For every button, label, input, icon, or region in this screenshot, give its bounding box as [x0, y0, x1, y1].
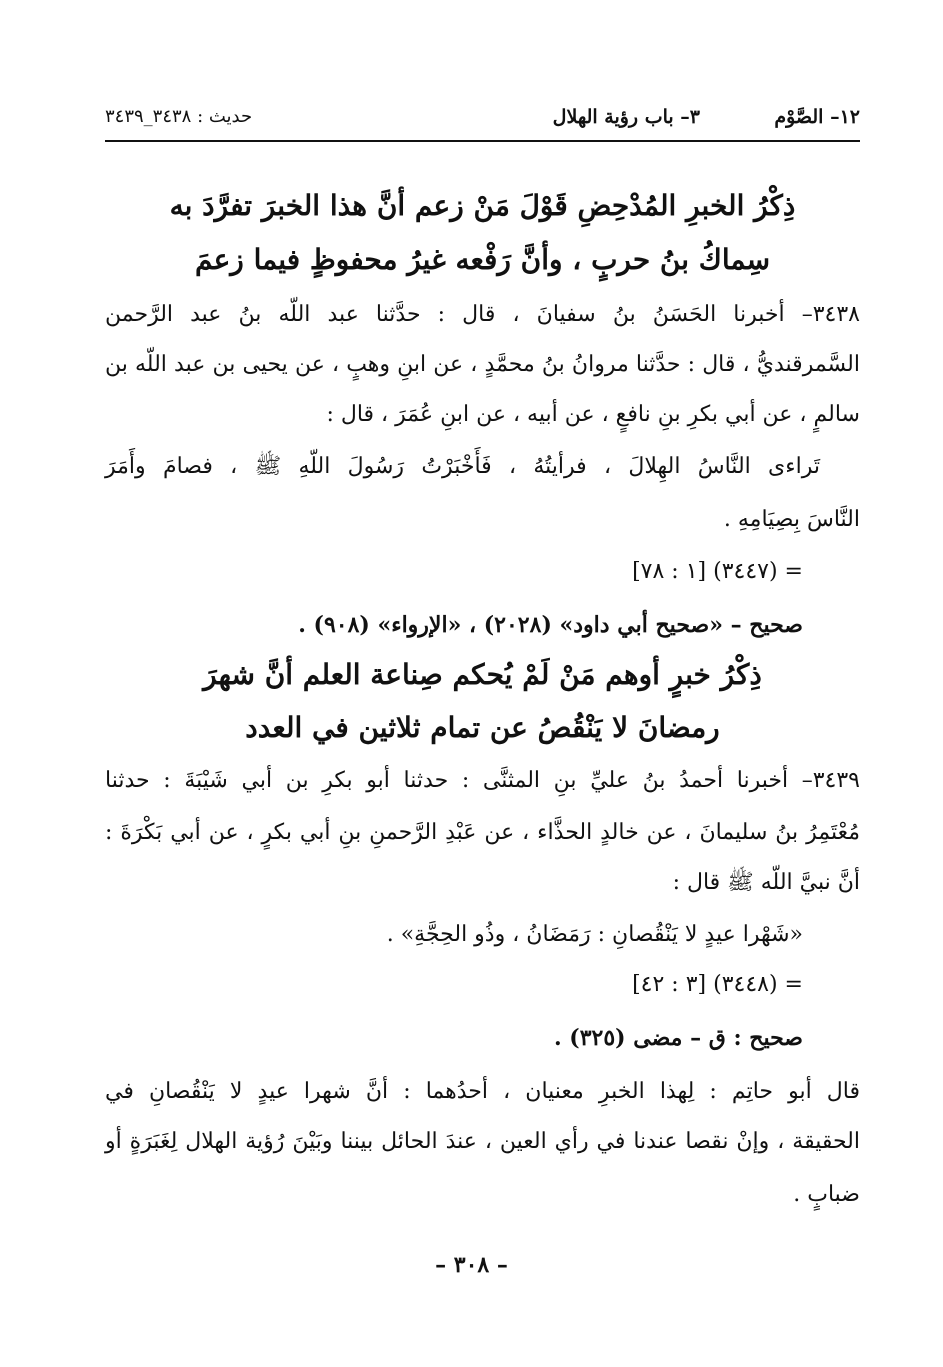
hadith-3439-grading: صحيح : ق – مضى (٣٢٥) . — [553, 1025, 803, 1051]
section-heading-2-line-1: ذِكْرُ خبرٍ أوهم مَنْ لَمْ يُحكم صِناعة العلم أنَّ شهرَ — [203, 658, 762, 691]
section-heading-2-line-2: رمضانَ لا يَنْقُصُ عن تمام ثلاثين في العدد — [245, 711, 720, 744]
hadith-3438-isnad-line-3: سالمٍ ، عن أبي بكرِ بنِ نافعٍ ، عن أبيه ، عن ابنِ عُمَرَ ، قال : — [326, 402, 860, 427]
commentary-line-2: الحقيقة ، وإنْ نقصا عندنا في رأي العين ، عندَ الحائل بيننا وبَيْنَ رُؤية الهلال لِغَبَرَةٍ أو — [105, 1129, 860, 1154]
hadith-3438-matn-line-2: النَّاسَ بِصِيَامِهِ . — [723, 507, 860, 532]
section-title: ٣– باب رؤية الهلال — [552, 106, 700, 128]
section-heading-1-line-1: ذِكْرُ الخبرِ المُدْحِضِ قَوْلَ مَنْ زعم أنَّ هذا الخبرَ تفرَّدَ به — [169, 189, 796, 222]
hadith-3439-reference: = (٣٤٤٨) [٣ : ٤٢] — [632, 972, 803, 997]
running-header — [105, 100, 860, 142]
hadith-3439-matn: «شَهْرا عيدٍ لا يَنْقُصانِ : رَمَضَانُ ، وذُو الحِجَّةِ» . — [386, 922, 803, 947]
hadith-3439-isnad-line-3: أنَّ نبيَّ اللّه ﷺ قال : — [672, 870, 860, 895]
hadith-3438-isnad-line-2: السَّمرقنديُّ ، قال : حدَّثنا مروانُ بنُ محمَّدٍ ، عن ابنِ وهبٍ ، عن يحيى بن عبد اللّه بن — [105, 352, 860, 377]
hadith-3438-grading: صحيح – «صحيح أبي داود» (٢٠٢٨) ، «الإرواء» (٩٠٨) . — [298, 612, 803, 638]
commentary-line-1: قال أبو حاتِم : لِهذا الخبرِ معنيان ، أحدُهما : أنَّ شهرا عيدٍ لا يَنْقُصانِ في — [105, 1079, 860, 1104]
hadith-3439-isnad-line-2: مُعْتَمِرُ بنُ سليمانَ ، عن خالدٍ الحذَّاء ، عن عَبْدِ الرَّحمنِ بنِ أبي بكرٍ ، عن أبي بَكْرَةَ : — [105, 820, 860, 845]
hadith-3438-isnad-line-1: ٣٤٣٨– أخبرنا الحَسَنُ بنُ سفيانَ ، قال : حدَّثنا عبد اللّه بنُ عبد الرَّحمن — [105, 302, 860, 327]
hadith-3438-reference: = (٣٤٤٧) [١ : ٧٨] — [632, 559, 803, 584]
hadith-3439-isnad-line-1: ٣٤٣٩– أخبرنا أحمدُ بنُ عليِّ بنِ المثنَّى : حدثنا أبو بكرِ بن أبي شَيْبَةَ : حدثنا — [105, 768, 860, 793]
hadith-3438-matn-line-1: تَراءى النَّاسُ الهِلالَ ، فرأيتُهُ ، فَأَخْبَرْتُ رَسُولَ اللّهِ ﷺ ، فصامَ وأَمَرَ — [105, 454, 820, 479]
hadith-range: حديث : ٣٤٣٨_٣٤٣٩ — [105, 106, 253, 127]
chapter-title: ١٢– الصَّوْم — [774, 106, 860, 128]
section-heading-1-line-2: سِماكُ بنُ حربٍ ، وأنَّ رَفْعه غيرُ محفوظٍ فيما زعمَ — [194, 243, 771, 276]
commentary-line-3: ضبابٍ . — [793, 1182, 860, 1207]
page-number: – ٣٠٨ – — [435, 1252, 508, 1278]
